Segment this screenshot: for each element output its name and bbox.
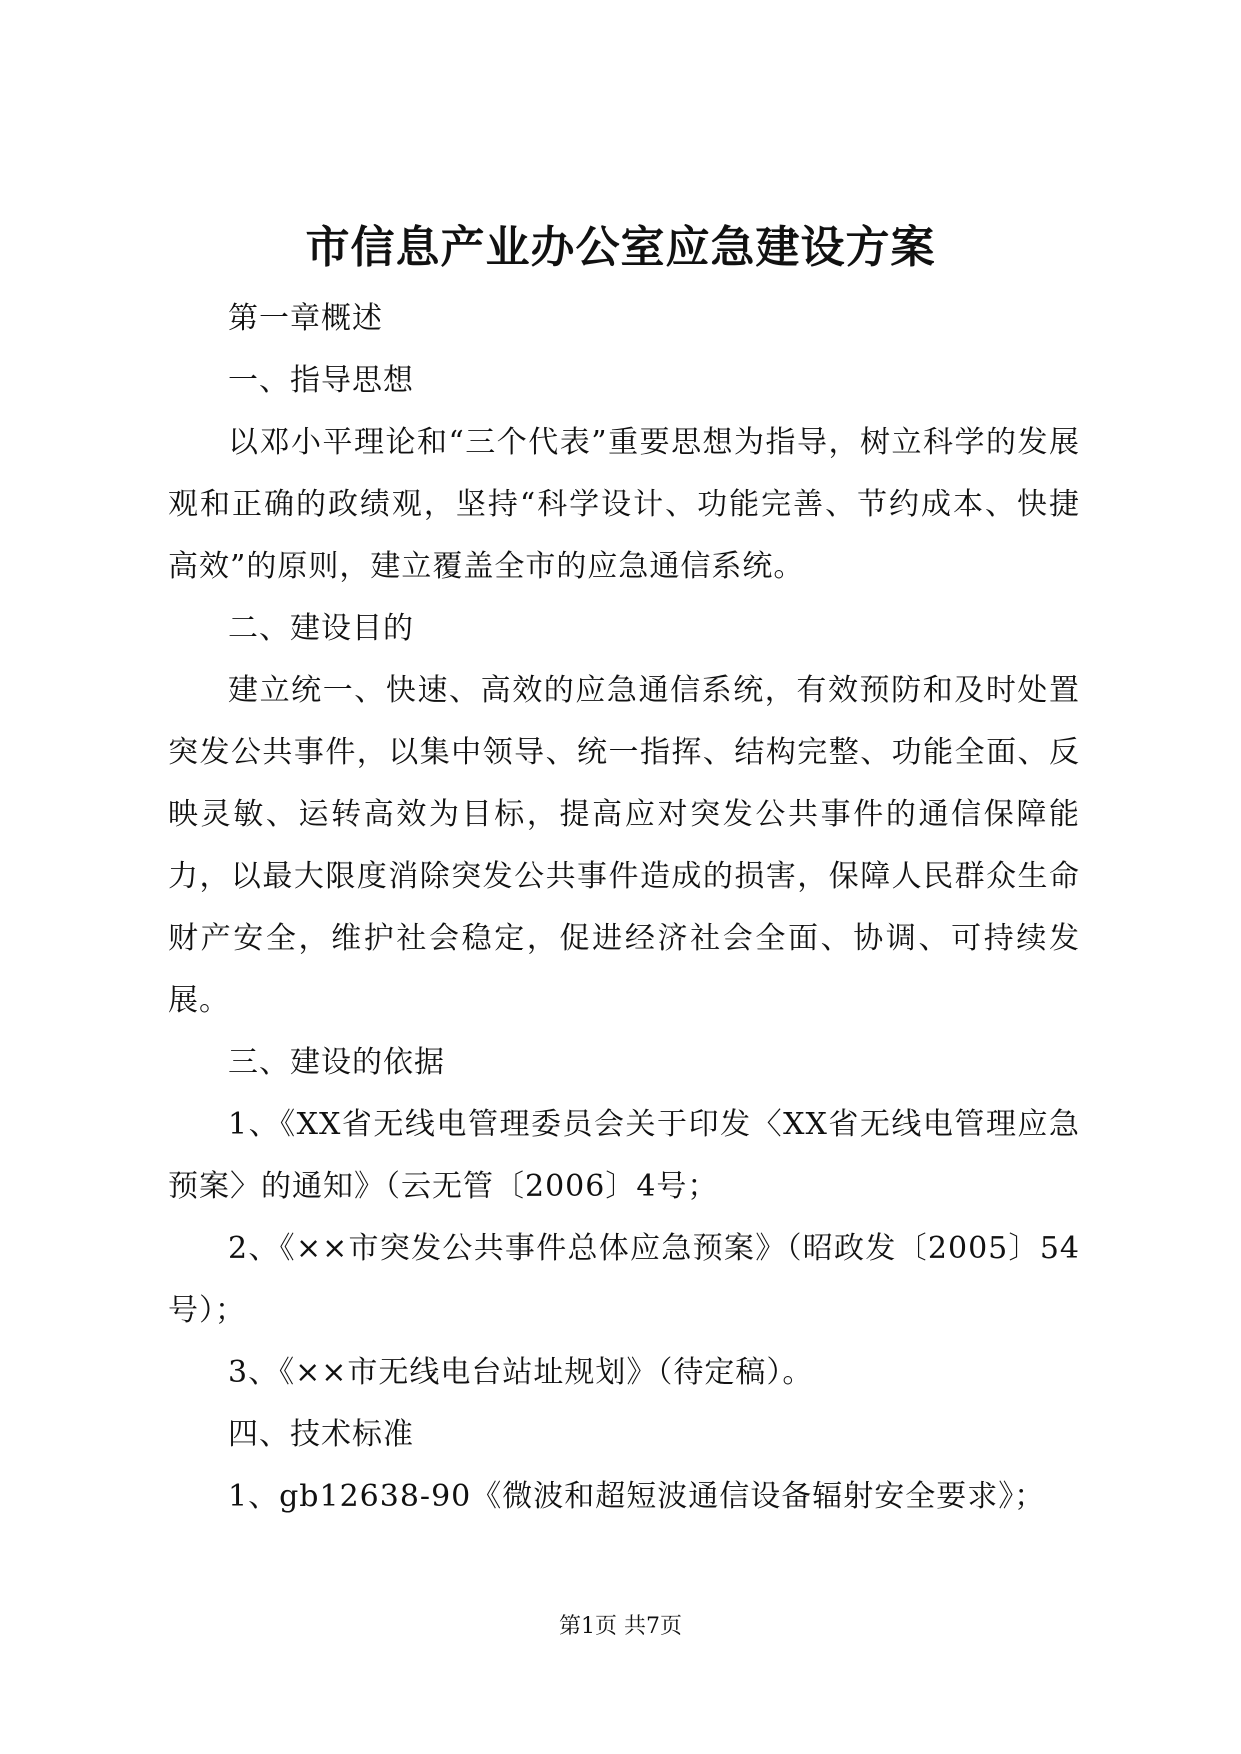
body-paragraph: 建立统一、快速、高效的应急通信系统，有效预防和及时处置突发公共事件，以集中领导、统一指挥、结构完整、功能全面、反映灵敏、运转高效为目标，提高应对突发公共事件的通信保障能力，以最大限度消除突发公共事件造成的损害，保障人民群众生命财产安全，维护社会稳定，促进经济社会全面、协调、可持续发展。 <box>168 673 1080 1018</box>
list-item: 3、《××市无线电台站址规划》（待定稿）。 <box>228 1355 814 1390</box>
document-title: 市信息产业办公室应急建设方案 <box>305 222 936 273</box>
section-heading: 一、指导思想 <box>228 363 414 398</box>
list-item: 1、gb12638-90《微波和超短波通信设备辐射安全要求》； <box>228 1479 1046 1514</box>
list-item: 1、《XX省无线电管理委员会关于印发〈XX省无线电管理应急预案〉的通知》（云无管〔2006〕4号； <box>168 1107 1080 1204</box>
document-body <box>168 288 1080 1528</box>
page-footer: 第1页 共7页 <box>559 1614 682 1639</box>
section-heading: 四、技术标准 <box>228 1417 414 1452</box>
chapter-heading: 第一章概述 <box>228 301 383 336</box>
body-paragraph: 以邓小平理论和“三个代表”重要思想为指导，树立科学的发展观和正确的政绩观，坚持“科学设计、功能完善、节约成本、快捷高效”的原则，建立覆盖全市的应急通信系统。 <box>168 425 1080 584</box>
list-item: 2、《××市突发公共事件总体应急预案》（昭政发〔2005〕54号）； <box>168 1231 1080 1328</box>
section-heading: 三、建设的依据 <box>228 1045 445 1080</box>
section-heading: 二、建设目的 <box>228 611 414 646</box>
